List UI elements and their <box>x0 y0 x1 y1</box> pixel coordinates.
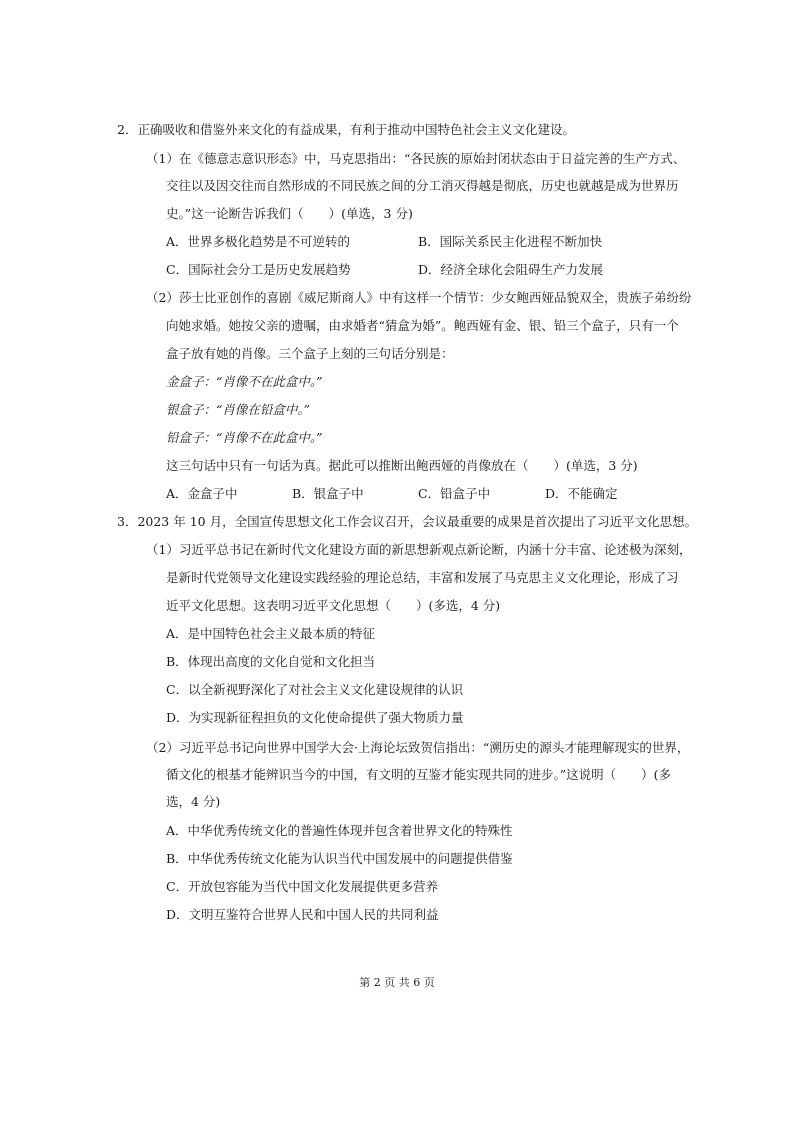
question-2-2-option-a: A．金盒子中 <box>166 486 238 501</box>
question-3-2-option-d: D．文明互鉴符合世界人民和中国人民的共同利益 <box>166 907 439 922</box>
question-2-1-option-b: B．国际关系民主化进程不断加快 <box>418 234 603 249</box>
question-3-2-stem-line1: （2）习近平总书记向世界中国学大会·上海论坛致贺信指出：“溯历史的源头才能理解现实的世界， <box>146 740 690 755</box>
question-3-2-option-b: B．中华优秀传统文化能为认识当代中国发展中的问题提供借鉴 <box>166 851 513 866</box>
question-2-2-question: 这三句话中只有一句话为真。据此可以推断出鲍西娅的肖像放在（ ）(单选，3 分) <box>166 458 638 473</box>
lead-box-inscription: 铅盒子：“肖像不在此盒中。” <box>166 430 323 445</box>
silver-box-inscription: 银盒子：“肖像在铅盒中。” <box>166 402 311 417</box>
question-3-2-option-c: C．开放包容能为当代中国文化发展提供更多营养 <box>166 879 439 894</box>
question-2-2-option-c: C．铅盒子中 <box>418 486 491 501</box>
question-3-title: 3．2023 年 10 月，全国宣传思想文化工作会议召开，会议最重要的成果是首次提出了习近平文化思想。 <box>117 514 698 529</box>
question-3-1-option-a: A．是中国特色社会主义最本质的特征 <box>166 626 376 641</box>
question-2-2-stem-line3: 盒子放有她的肖像。三个盒子上刻的三句话分别是： <box>166 346 454 361</box>
gold-box-inscription: 金盒子：“肖像不在此盒中。” <box>166 374 323 389</box>
question-2-title: 2．正确吸收和借鉴外来文化的有益成果，有利于推动中国特色社会主义文化建设。 <box>117 122 575 137</box>
question-3-2-option-a: A．中华优秀传统文化的普遍性体现并包含着世界文化的特殊性 <box>166 823 513 838</box>
question-2-1-option-a: A．世界多极化趋势是不可逆转的 <box>166 234 351 249</box>
question-3-2-stem-line3: 选，4 分) <box>166 794 221 809</box>
question-3-1-option-c: C．以全新视野深化了对社会主义文化建设规律的认识 <box>166 682 464 697</box>
question-2-2-stem-line2: 向她求婚。她按父亲的遗嘱，由求婚者“猜盒为婚”。鲍西娅有金、银、铅三个盒子，只有一个 <box>166 318 679 333</box>
question-2-1-option-d: D．经济全球化会阻碍生产力发展 <box>418 262 604 277</box>
question-3-1-option-d: D．为实现新征程担负的文化使命提供了强大物质力量 <box>166 710 464 725</box>
question-2-1-stem-line2: 交往以及因交往而自然形成的不同民族之间的分工消灭得越是彻底，历史也就越是成为世界历 <box>166 178 679 193</box>
question-2-1-stem-line1: （1）在《德意志意识形态》中，马克思指出：“各民族的原始封闭状态由于日益完善的生产方式、 <box>146 151 686 166</box>
question-3-2-stem-line2: 循文化的根基才能辨识当今的中国，有文明的互鉴才能实现共同的进步。”这说明（ ）(多 <box>166 767 672 782</box>
question-3-1-stem-line2: 是新时代党领导文化建设实践经验的理论总结，丰富和发展了马克思主义文化理论，形成了习 <box>166 570 679 585</box>
question-3-1-option-b: B．体现出高度的文化自觉和文化担当 <box>166 654 376 669</box>
question-2-2-option-b: B．银盒子中 <box>292 486 364 501</box>
question-2-1-option-c: C．国际社会分工是历史发展趋势 <box>166 262 351 277</box>
question-2-2-option-d: D．不能确定 <box>545 486 618 501</box>
page-number-footer: 第 2 页 共 6 页 <box>359 976 435 989</box>
question-3-1-stem-line3: 近平文化思想。这表明习近平文化思想（ ）(多选，4 分) <box>166 598 501 613</box>
question-2-2-stem-line1: （2）莎士比亚创作的喜剧《威尼斯商人》中有这样一个情节：少女鲍西娅品貌双全，贵族子弟纷纷 <box>146 290 692 305</box>
question-3-1-stem-line1: （1）习近平总书记在新时代文化建设方面的新思想新观点新论断，内涵十分丰富、论述极为深刻， <box>146 542 692 557</box>
question-2-1-stem-line3: 史。”这一论断告诉我们（ ）(单选，3 分) <box>166 206 413 221</box>
